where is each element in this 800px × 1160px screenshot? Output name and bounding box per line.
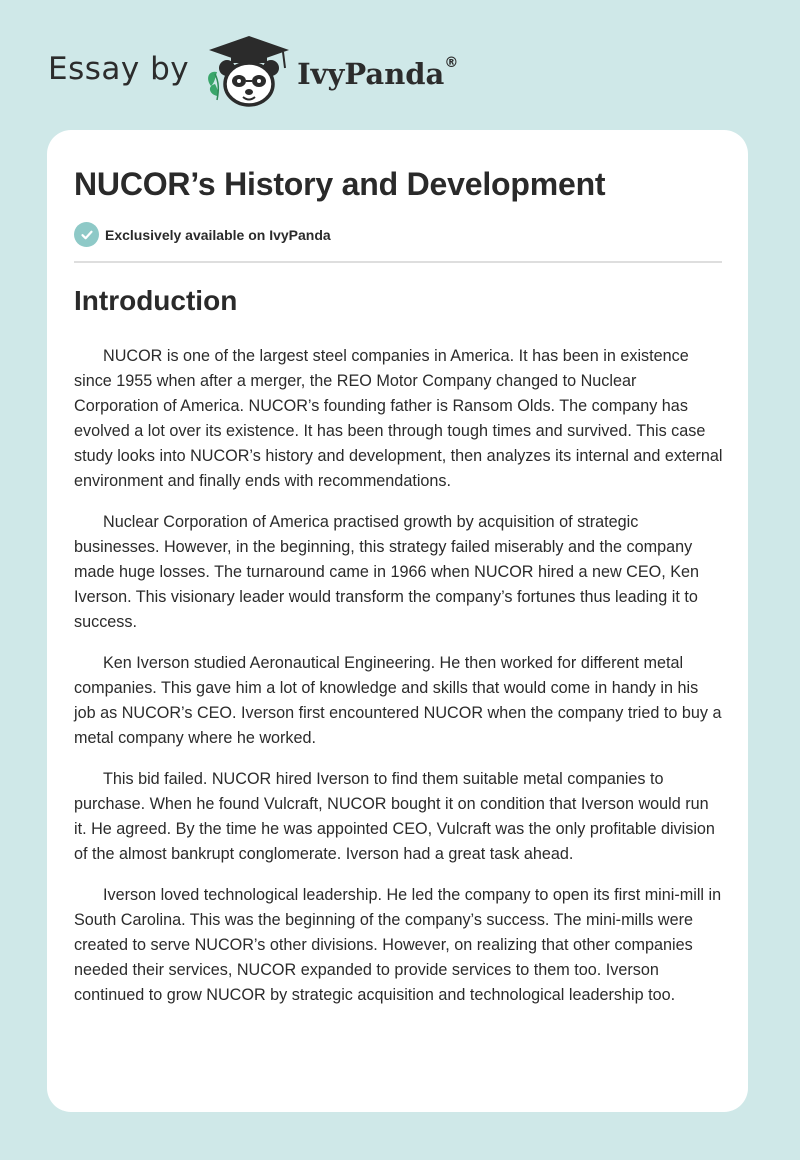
- paragraph: This bid failed. NUCOR hired Iverson to find them suitable metal companies to purchase. When he found Vulcraft, NUCOR bought it on condition that Iverson would run it. He agreed. By the time he was appointed CEO, Vulcraft was the only profitable division of the almost bankrupt conglomerate. Iverson had a great task ahead.: [74, 770, 715, 863]
- essay-body: [74, 344, 724, 1024]
- essay-card: [47, 130, 748, 1112]
- page-title: NUCOR’s History and Development: [74, 166, 606, 202]
- panda-graduate-icon: [203, 34, 295, 110]
- divider: [74, 261, 722, 263]
- paragraph: Nuclear Corporation of America practised growth by acquisition of strategic businesses. However, in the beginning, this strategy failed miserably and the company made huge losses. The turnaround came in 1966 when NUCOR hired a new CEO, Ken Iverson. This visionary leader would transform the company’s fortunes thus leading it to success.: [74, 513, 700, 631]
- registered-mark: ®: [444, 55, 459, 71]
- exclusive-badge: [74, 222, 331, 247]
- brand-header[interactable]: [48, 34, 458, 110]
- badge-label: Exclusively available on IvyPanda: [105, 226, 331, 243]
- section-heading: Introduction: [74, 285, 238, 316]
- paragraph: Ken Iverson studied Aeronautical Engineering. He then worked for different metal companies. This gave him a lot of knowledge and skills that would come in handy in his job as NUCOR’s CEO. Iverson first encountered NUCOR when the company tried to buy a metal company where he worked.: [74, 654, 722, 747]
- brand-prefix: Essay by: [48, 51, 190, 87]
- brand-name: IvyPanda®: [297, 55, 459, 91]
- paragraph: NUCOR is one of the largest steel companies in America. It has been in existence since 1955 when after a merger, the REO Motor Company changed to Nuclear Corporation of America. NUCOR’s founding father is Ransom Olds. The company has evolved a lot over its existence. It has been through tough times and survived. This case study looks into NUCOR’s history and development, then analyzes its internal and external environment and finally ends with recommendations.: [74, 347, 723, 490]
- check-circle-icon: [74, 222, 99, 247]
- paragraph: Iverson loved technological leadership. He led the company to open its first mini-mill in South Carolina. This was the beginning of the company’s success. The mini-mills were created to serve NUCOR’s other divisions. However, on realizing that other companies needed their services, NUCOR expanded to provide services to them too. Iverson continued to grow NUCOR by strategic acquisition and technological leadership too.: [74, 886, 722, 1004]
